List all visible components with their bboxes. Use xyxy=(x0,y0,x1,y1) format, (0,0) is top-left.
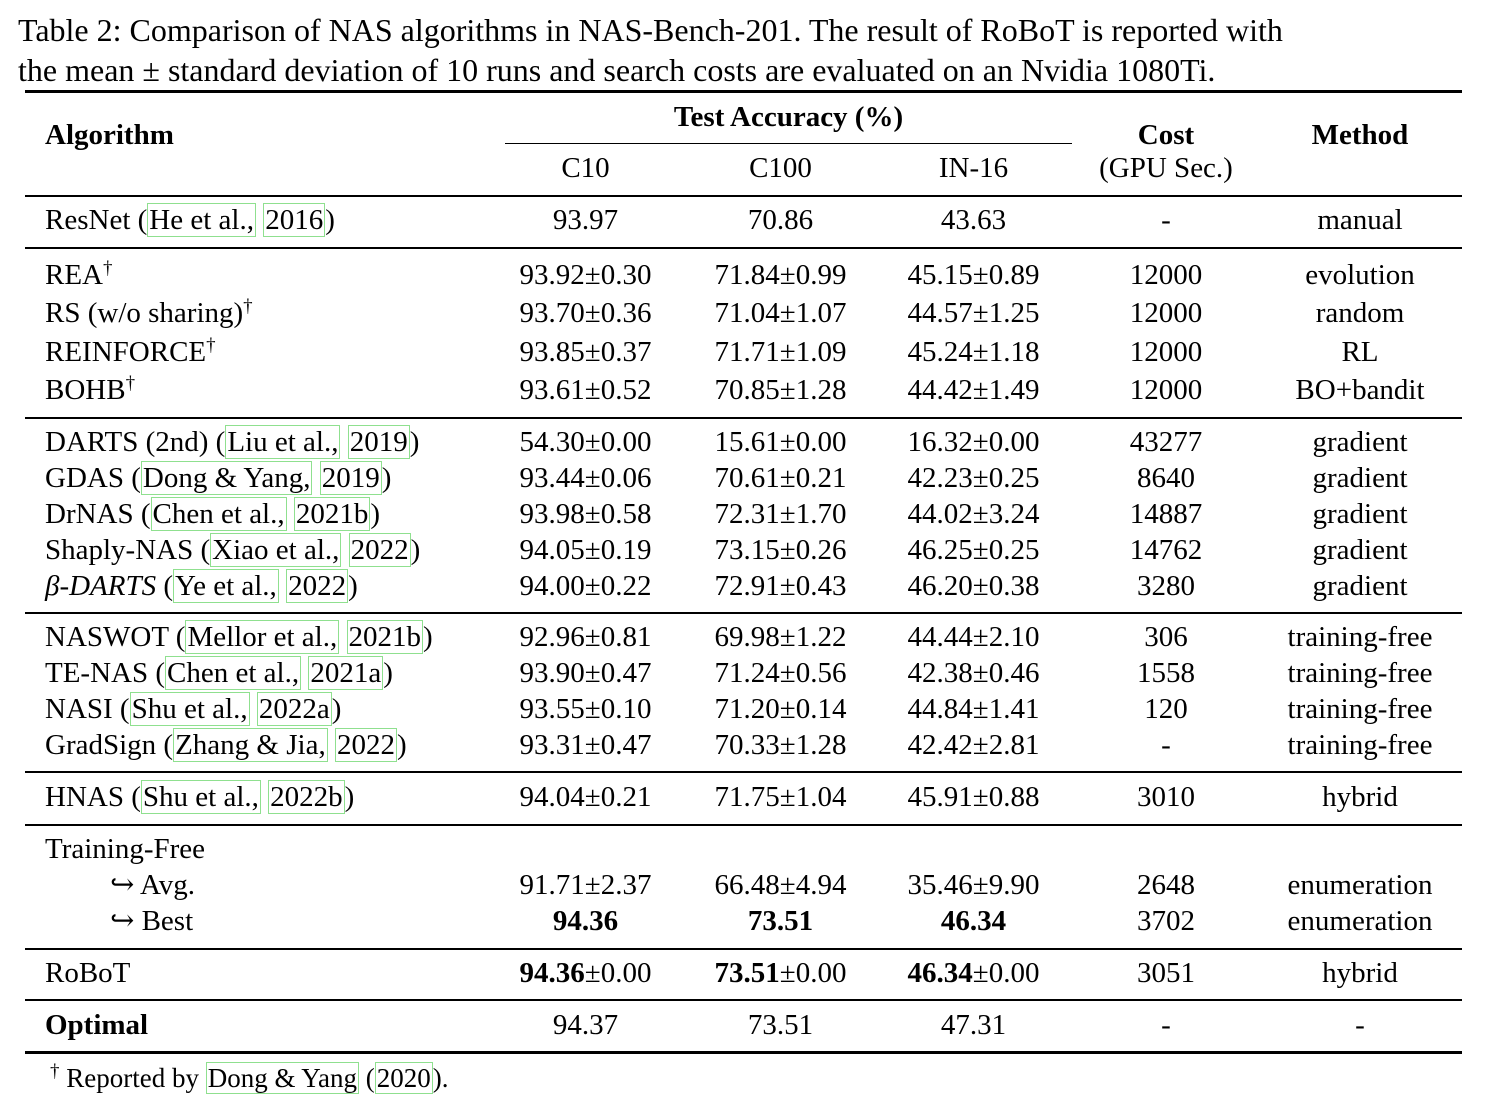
row-tf-best-c100: 73.51 xyxy=(747,905,814,937)
row-drnas-name: DrNAS (Chen et al., 2021b) xyxy=(45,498,381,530)
row-darts-method: gradient xyxy=(1312,426,1408,458)
footnote: † Reported by Dong & Yang (2020). xyxy=(50,1061,449,1093)
row-naswot-name: NASWOT (Mellor et al., 2021b) xyxy=(45,621,433,653)
header-cost: Cost xyxy=(1137,119,1195,151)
row-hnas-method: hybrid xyxy=(1322,781,1398,813)
row-gdas-name: GDAS (Dong & Yang, 2019) xyxy=(45,462,392,494)
row-drnas-c10: 93.98±0.58 xyxy=(519,498,652,530)
row-reinforce-c100: 71.71±1.09 xyxy=(714,336,847,368)
row-betadarts-name: β-DARTS (Ye et al., 2022) xyxy=(45,570,358,602)
row-shapley-c10: 94.05±0.19 xyxy=(519,534,652,566)
row-nasi-method: training-free xyxy=(1287,693,1433,725)
row-darts-c10: 54.30±0.00 xyxy=(519,426,652,458)
row-betadarts-method: gradient xyxy=(1312,570,1408,602)
header-rule xyxy=(25,195,1462,197)
row-rea-cost: 12000 xyxy=(1129,259,1203,291)
row-hnas-c100: 71.75±1.04 xyxy=(714,781,847,813)
header-c100: C100 xyxy=(749,152,812,184)
row-darts-c100: 15.61±0.00 xyxy=(714,426,847,458)
citation-year-link[interactable]: 2022b xyxy=(270,781,343,813)
row-optimal-c100: 73.51 xyxy=(747,1009,814,1041)
citation-link[interactable]: Liu et al., xyxy=(227,426,339,458)
row-robot-name: RoBoT xyxy=(45,957,131,989)
row-betadarts-in16: 46.20±0.38 xyxy=(907,570,1040,602)
group-rule-5 xyxy=(25,824,1462,826)
row-bohb-c10: 93.61±0.52 xyxy=(519,374,652,406)
row-tf-best-c10: 94.36 xyxy=(552,905,619,937)
row-tenas-cost: 1558 xyxy=(1137,657,1195,689)
row-tf-avg-in16: 35.46±9.90 xyxy=(907,869,1040,901)
row-gdas-method: gradient xyxy=(1312,462,1408,494)
row-robot-in16: 46.34±0.00 xyxy=(907,957,1040,989)
row-robot-c100: 73.51±0.00 xyxy=(714,957,847,989)
row-gradsign-name: GradSign (Zhang & Jia, 2022) xyxy=(45,729,407,761)
citation-link[interactable]: Zhang & Jia, xyxy=(175,729,326,761)
row-naswot-c10: 92.96±0.81 xyxy=(519,621,652,653)
row-gdas-c10: 93.44±0.06 xyxy=(519,462,652,494)
row-gradsign-in16: 42.42±2.81 xyxy=(907,729,1040,761)
citation-year-link[interactable]: 2019 xyxy=(349,426,408,458)
citation-year-link[interactable]: 2021a xyxy=(310,657,382,689)
row-tenas-in16: 42.38±0.46 xyxy=(907,657,1040,689)
row-rs-name: RS (w/o sharing)† xyxy=(45,296,253,329)
row-tf-avg-c100: 66.48±4.94 xyxy=(714,869,847,901)
caption-line-1: Table 2: Comparison of NAS algorithms in NAS-Bench-201. The result of RoBoT is reported with xyxy=(18,12,1283,48)
row-tf-avg-c10: 91.71±2.37 xyxy=(519,869,652,901)
row-optimal-c10: 94.37 xyxy=(552,1009,619,1041)
citation-link[interactable]: Ye et al., xyxy=(175,570,277,602)
row-bohb-c100: 70.85±1.28 xyxy=(714,374,847,406)
row-bohb-in16: 44.42±1.49 xyxy=(907,374,1040,406)
row-rs-in16: 44.57±1.25 xyxy=(907,297,1040,329)
row-drnas-c100: 72.31±1.70 xyxy=(714,498,847,530)
row-drnas-cost: 14887 xyxy=(1129,498,1203,530)
row-nasi-cost: 120 xyxy=(1144,693,1188,725)
row-nasi-c100: 71.20±0.14 xyxy=(714,693,847,725)
hook-arrow-icon: ↪ xyxy=(110,905,135,937)
row-optimal-name: Optimal xyxy=(45,1009,149,1041)
row-shapley-method: gradient xyxy=(1312,534,1408,566)
row-rea-method: evolution xyxy=(1305,259,1415,291)
citation-year-link[interactable]: 2022 xyxy=(288,570,347,602)
row-rs-c10: 93.70±0.36 xyxy=(519,297,652,329)
table-caption xyxy=(18,10,1478,90)
row-tenas-c100: 71.24±0.56 xyxy=(714,657,847,689)
citation-link[interactable]: Shu et al., xyxy=(131,693,248,725)
row-gdas-c100: 70.61±0.21 xyxy=(714,462,847,494)
row-rs-cost: 12000 xyxy=(1129,297,1203,329)
group-rule-3 xyxy=(25,612,1462,614)
row-hnas-cost: 3010 xyxy=(1137,781,1195,813)
row-resnet-in16: 43.63 xyxy=(940,204,1007,236)
row-shapley-c100: 73.15±0.26 xyxy=(714,534,847,566)
row-tf-avg-cost: 2648 xyxy=(1137,869,1195,901)
row-shapley-name: Shaply-NAS (Xiao et al., 2022) xyxy=(45,534,421,566)
row-robot-c10: 94.36±0.00 xyxy=(519,957,652,989)
citation-link[interactable]: Chen et al., xyxy=(152,498,285,530)
group-rule-1 xyxy=(25,247,1462,249)
row-training-free-group: Training-Free xyxy=(45,833,206,865)
row-nasi-c10: 93.55±0.10 xyxy=(519,693,652,725)
group-rule-2 xyxy=(25,417,1462,419)
row-nasi-name: NASI (Shu et al., 2022a) xyxy=(45,693,342,725)
row-optimal-in16: 47.31 xyxy=(940,1009,1007,1041)
row-gdas-cost: 8640 xyxy=(1137,462,1195,494)
row-tenas-c10: 93.90±0.47 xyxy=(519,657,652,689)
row-naswot-in16: 44.44±2.10 xyxy=(907,621,1040,653)
hook-arrow-icon: ↪ xyxy=(110,869,135,901)
row-reinforce-in16: 45.24±1.18 xyxy=(907,336,1040,368)
citation-link[interactable]: Mellor et al., xyxy=(187,621,338,653)
citation-link[interactable]: Dong & Yang xyxy=(207,1063,358,1093)
row-rea-c10: 93.92±0.30 xyxy=(519,259,652,291)
row-naswot-c100: 69.98±1.22 xyxy=(714,621,847,653)
row-tenas-method: training-free xyxy=(1287,657,1433,689)
citation-year-link[interactable]: 2022 xyxy=(336,729,395,761)
row-reinforce-c10: 93.85±0.37 xyxy=(519,336,652,368)
group-rule-7 xyxy=(25,999,1462,1001)
row-reinforce-name: REINFORCE† xyxy=(45,335,216,368)
header-method: Method xyxy=(1311,119,1409,151)
row-rs-method: random xyxy=(1315,297,1405,329)
row-rea-in16: 45.15±0.89 xyxy=(907,259,1040,291)
row-tf-best-cost: 3702 xyxy=(1137,905,1195,937)
top-rule xyxy=(25,90,1462,93)
row-betadarts-cost: 3280 xyxy=(1137,570,1195,602)
row-shapley-in16: 46.25±0.25 xyxy=(907,534,1040,566)
citation-year-link[interactable]: 2022a xyxy=(258,693,330,725)
citation-year-link[interactable]: 2022 xyxy=(350,534,409,566)
row-reinforce-cost: 12000 xyxy=(1129,336,1203,368)
row-robot-cost: 3051 xyxy=(1137,957,1195,989)
row-drnas-method: gradient xyxy=(1312,498,1408,530)
citation-year-link[interactable]: 2019 xyxy=(321,462,380,494)
row-resnet-cost: - xyxy=(1161,204,1171,236)
citation-link[interactable]: Shu et al., xyxy=(142,781,259,813)
row-darts-in16: 16.32±0.00 xyxy=(907,426,1040,458)
row-hnas-name: HNAS (Shu et al., 2022b) xyxy=(45,781,355,813)
row-bohb-method: BO+bandit xyxy=(1295,374,1425,406)
row-rea-c100: 71.84±0.99 xyxy=(714,259,847,291)
row-reinforce-method: RL xyxy=(1341,336,1379,368)
row-drnas-in16: 44.02±3.24 xyxy=(907,498,1040,530)
citation-year-link[interactable]: 2021b xyxy=(295,498,369,530)
caption-line-2: the mean ± standard deviation of 10 runs and search costs are evaluated on an Nvidia 1080Ti. xyxy=(18,52,1216,88)
row-optimal-method: - xyxy=(1355,1009,1365,1041)
citation-link[interactable]: He et al., xyxy=(149,204,254,236)
row-optimal-cost: - xyxy=(1161,1009,1171,1041)
row-gdas-in16: 42.23±0.25 xyxy=(907,462,1040,494)
row-darts-name: DARTS (2nd) (Liu et al., 2019) xyxy=(45,426,420,458)
row-robot-method: hybrid xyxy=(1322,957,1398,989)
row-bohb-name: BOHB† xyxy=(45,373,136,406)
row-tf-best-method: enumeration xyxy=(1287,905,1433,937)
row-resnet-c100: 70.86 xyxy=(747,204,814,236)
row-bohb-cost: 12000 xyxy=(1129,374,1203,406)
citation-year-link[interactable]: 2021b xyxy=(348,621,421,653)
row-rea-name: REA† xyxy=(45,258,113,291)
row-tf-best-name: ↪ Best xyxy=(110,905,194,937)
citation-link[interactable]: Xiao et al., xyxy=(212,534,340,566)
row-betadarts-c100: 72.91±0.43 xyxy=(714,570,847,602)
test-accuracy-rule xyxy=(505,143,1072,144)
row-gradsign-cost: - xyxy=(1161,729,1171,761)
header-test-accuracy: Test Accuracy (%) xyxy=(673,101,904,133)
row-nasi-in16: 44.84±1.41 xyxy=(907,693,1040,725)
header-algorithm: Algorithm xyxy=(45,119,174,151)
row-naswot-method: training-free xyxy=(1287,621,1433,653)
row-rs-c100: 71.04±1.07 xyxy=(714,297,847,329)
row-naswot-cost: 306 xyxy=(1144,621,1188,653)
row-gradsign-c10: 93.31±0.47 xyxy=(519,729,652,761)
row-hnas-in16: 45.91±0.88 xyxy=(907,781,1040,813)
header-cost-unit: (GPU Sec.) xyxy=(1099,152,1233,184)
row-resnet-method: manual xyxy=(1317,204,1403,236)
bottom-rule xyxy=(25,1051,1462,1054)
citation-year-link[interactable]: 2016 xyxy=(265,204,324,236)
row-darts-cost: 43277 xyxy=(1129,426,1203,458)
citation-link[interactable]: Dong & Yang, xyxy=(142,462,311,494)
header-c10: C10 xyxy=(561,152,610,184)
row-resnet-name: ResNet (He et al., 2016) xyxy=(45,204,335,236)
group-rule-4 xyxy=(25,771,1462,773)
row-hnas-c10: 94.04±0.21 xyxy=(519,781,652,813)
header-in16: IN-16 xyxy=(938,152,1009,184)
row-shapley-cost: 14762 xyxy=(1129,534,1203,566)
row-tf-best-in16: 46.34 xyxy=(940,905,1007,937)
row-gradsign-c100: 70.33±1.28 xyxy=(714,729,847,761)
row-tf-avg-name: ↪ Avg. xyxy=(110,869,196,901)
row-resnet-c10: 93.97 xyxy=(552,204,619,236)
citation-link[interactable]: Chen et al., xyxy=(167,657,300,689)
row-tenas-name: TE-NAS (Chen et al., 2021a) xyxy=(45,657,393,689)
group-rule-6 xyxy=(25,948,1462,950)
citation-year-link[interactable]: 2020 xyxy=(376,1063,431,1093)
row-tf-avg-method: enumeration xyxy=(1287,869,1433,901)
row-betadarts-c10: 94.00±0.22 xyxy=(519,570,652,602)
row-gradsign-method: training-free xyxy=(1287,729,1433,761)
